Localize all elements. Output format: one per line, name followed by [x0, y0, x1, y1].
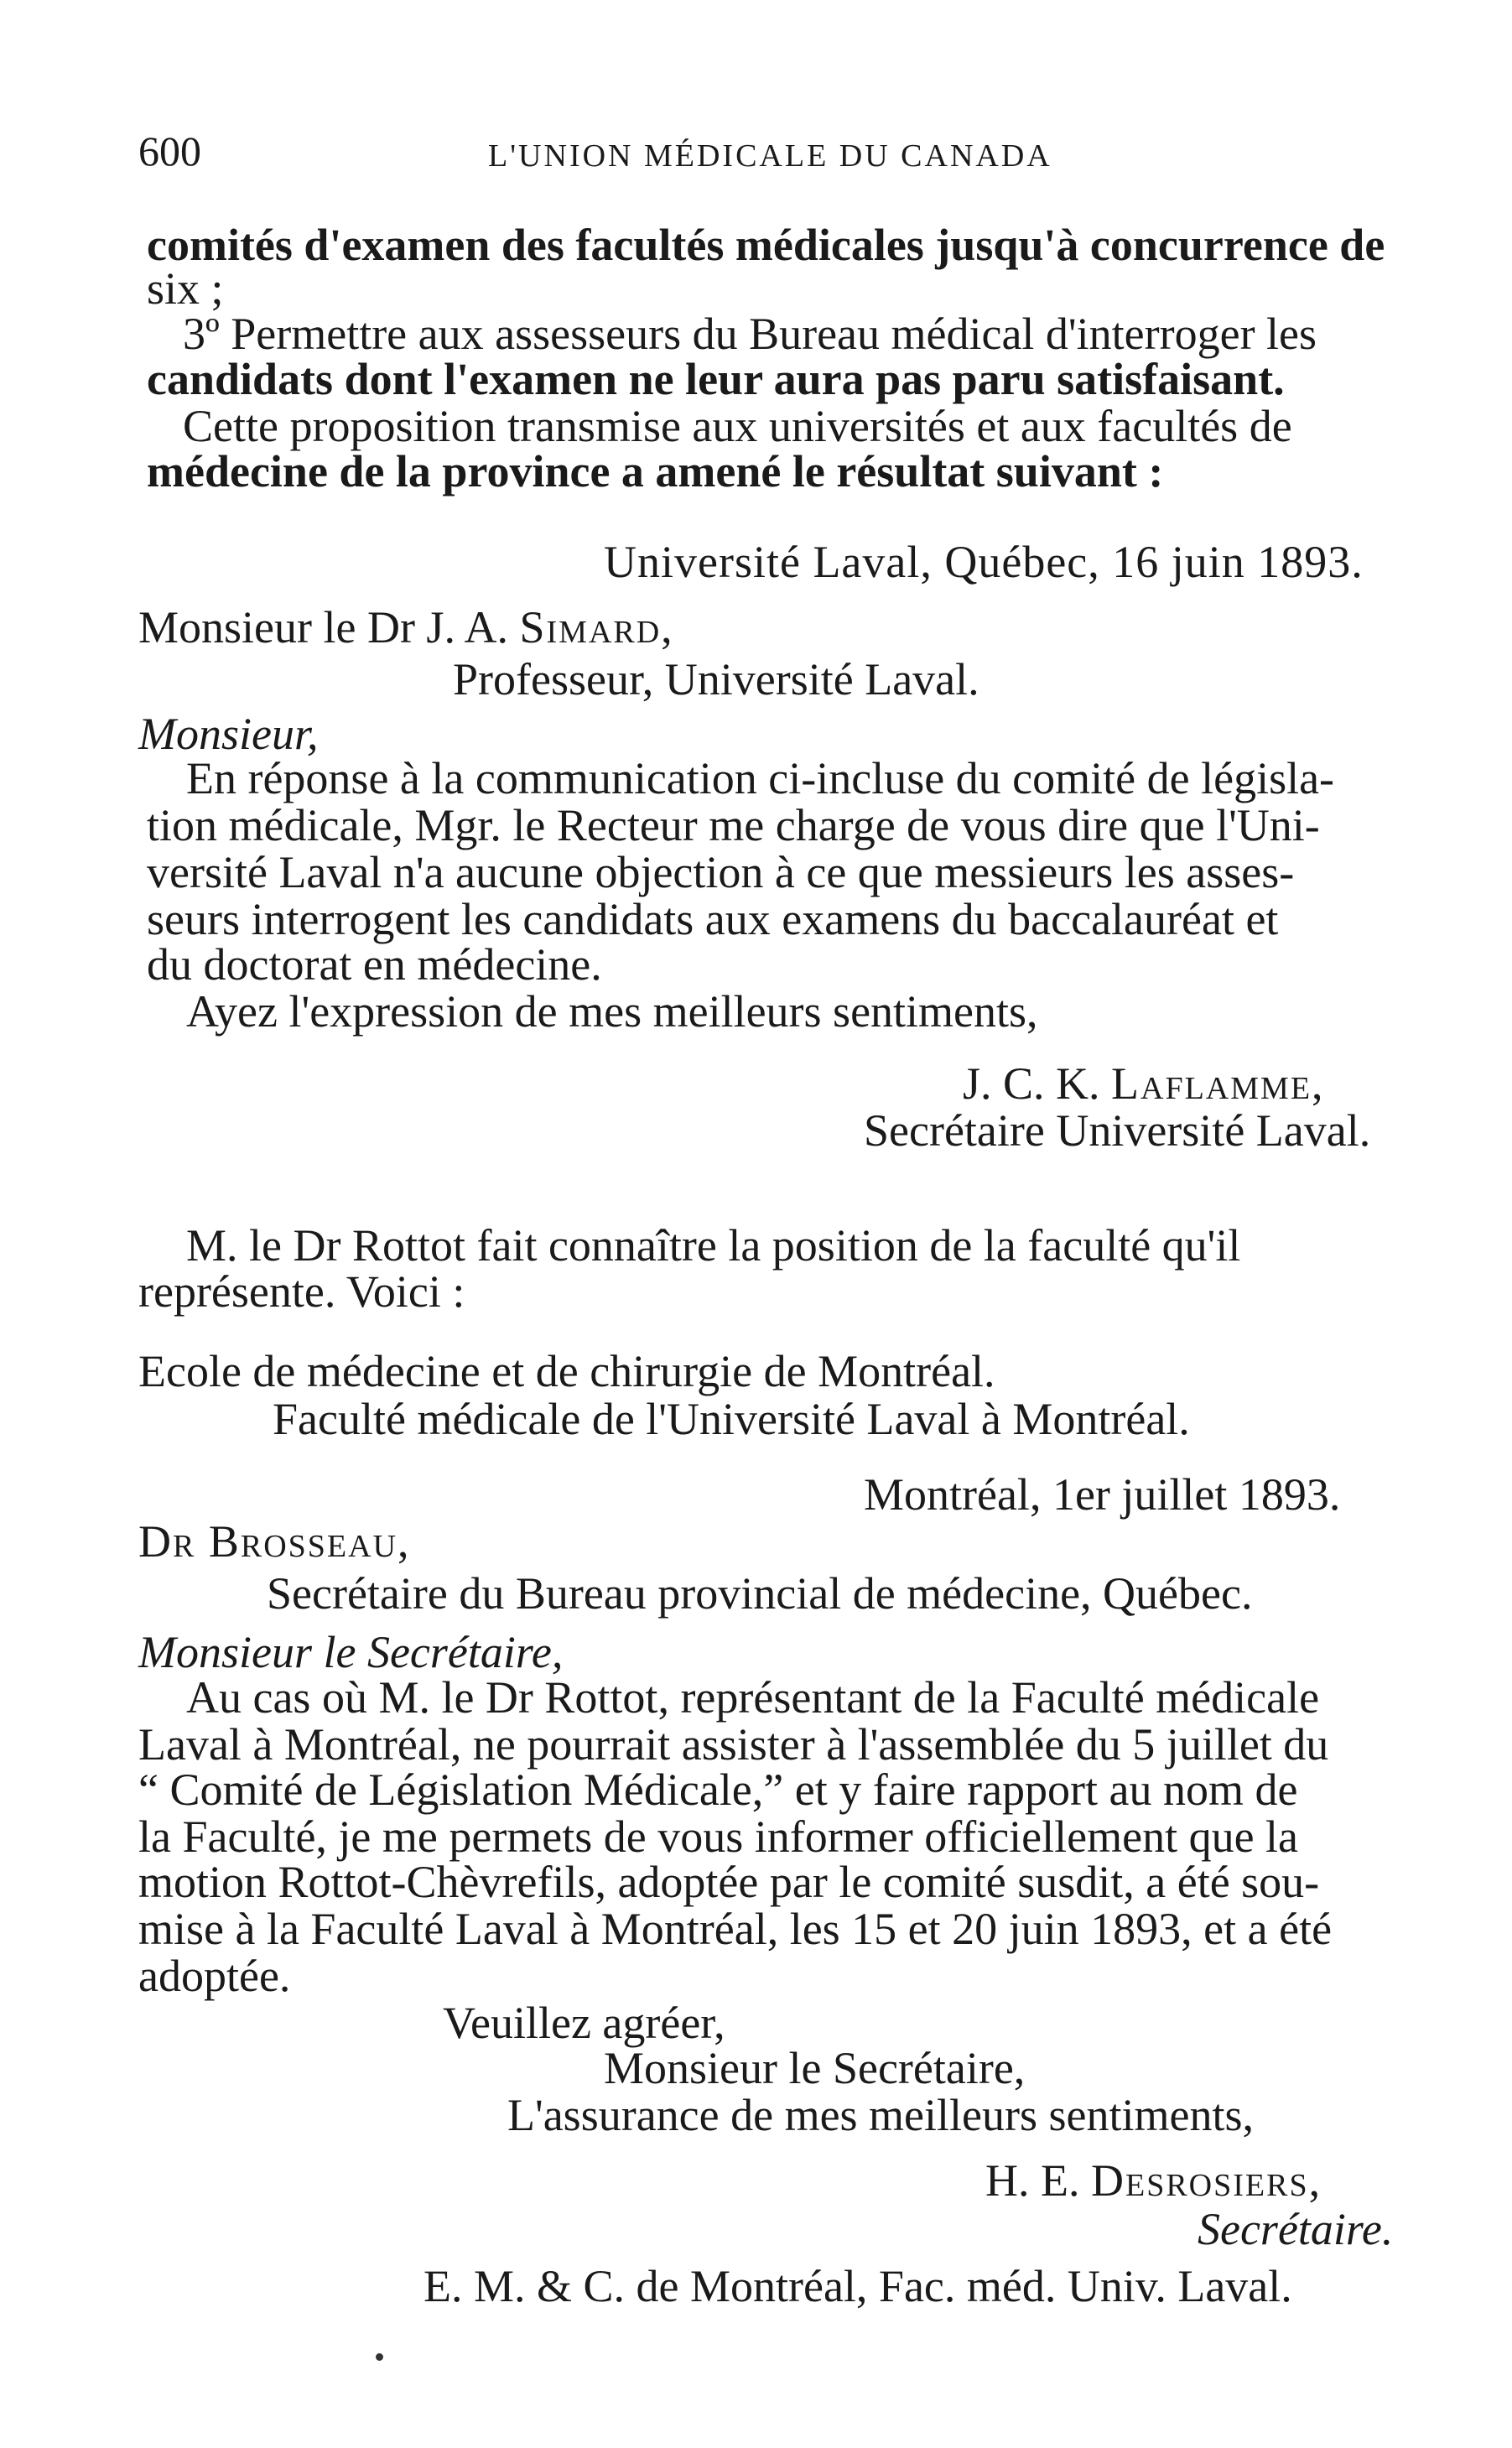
letter1-signature-title: Secrétaire Université Laval. [864, 1105, 1371, 1156]
letter2-signature-initials: H. E. [985, 2155, 1091, 2206]
letter1-closing: Ayez l'expression de mes meilleurs sentiments, [186, 986, 1038, 1037]
letter1-body-line-4: seurs interrogent les candidats aux examens du baccalauréat et [147, 894, 1279, 944]
intro-line-5: Cette proposition transmise aux universités et aux facultés de [183, 401, 1292, 451]
letter2-addressee [138, 1516, 411, 1567]
letter1-place-date: Université Laval, Québec, 16 juin 1893. [604, 537, 1364, 587]
letter2-body-line-4: la Faculté, je me permets de vous informer officiellement que la [138, 1811, 1299, 1862]
letter2-closing-line-2: Monsieur le Secrétaire, [604, 2043, 1026, 2093]
letter2-body-line-2: Laval à Montréal, ne pourrait assister à l'assemblée du 5 juillet du [138, 1719, 1329, 1770]
letter2-salutation: Monsieur le Secrétaire, [138, 1627, 564, 1677]
letter2-addressee-prefix: Dr [138, 1516, 209, 1567]
letter2-closing-line-3: L'assurance de mes meilleurs sentiments, [507, 2090, 1254, 2140]
letter1-salutation: Monsieur, [138, 709, 319, 759]
letter2-body-line-1: Au cas où M. le Dr Rottot, représentant de la Faculté médicale [186, 1672, 1320, 1723]
intro-line-2: six ; [147, 263, 224, 314]
letter2-school-line-1: Ecole de médecine et de chirurgie de Montréal. [138, 1346, 995, 1396]
letter1-body-line-2: tion médicale, Mgr. le Recteur me charge de vous dire que l'Uni- [147, 800, 1320, 850]
letter2-addressee-title: Secrétaire du Bureau provincial de médecine, Québec. [267, 1568, 1253, 1619]
letter1-body-line-1: En réponse à la communication ci-incluse du comité de législa- [186, 753, 1335, 803]
letter1-body-line-3: versité Laval n'a aucune objection à ce que messieurs les asses- [147, 847, 1295, 897]
intro-line-1: comités d'examen des facultés médicales jusqu'à concurrence de [147, 220, 1385, 270]
intro-line-6: médecine de la province a amené le résultat suivant : [147, 446, 1164, 496]
letter2-body-line-5: motion Rottot-Chèvrefils, adoptée par le comité susdit, a été sou- [138, 1857, 1320, 1907]
letter2-closing-line-1: Veuillez agréer, [443, 1998, 725, 2048]
letter2-signature-title: Secrétaire. [1198, 2204, 1394, 2254]
letter2-body-line-7: adoptée. [138, 1951, 291, 2001]
letter2-school-line-2: Faculté médicale de l'Université Laval à Montréal. [273, 1394, 1190, 1444]
letter2-body-line-3: “ Comité de Législation Médicale,” et y faire rapport au nom de [138, 1765, 1298, 1815]
intro-line-3: 3º Permettre aux assesseurs du Bureau médical d'interroger les [183, 309, 1317, 359]
letter2-signature-affiliation: E. M. & C. de Montréal, Fac. méd. Univ. Laval. [423, 2261, 1292, 2311]
running-title: L'UNION MÉDICALE DU CANADA [488, 138, 1052, 174]
letter2-signature-name: Desrosiers, [1090, 2155, 1322, 2206]
letter1-body-line-5: du doctorat en médecine. [147, 939, 602, 990]
transition-line-1: M. le Dr Rottot fait connaître la position de la faculté qu'il [186, 1220, 1241, 1271]
letter2-signature [985, 2155, 1322, 2206]
letter2-place-date: Montréal, 1er juillet 1893. [864, 1469, 1341, 1520]
letter1-signature-initials: J. C. K. [963, 1058, 1112, 1109]
transition-line-2: représente. Voici : [138, 1266, 465, 1317]
letter2-addressee-name: Brosseau, [208, 1516, 411, 1567]
letter1-addressee [138, 602, 674, 652]
letter2-body-line-6: mise à la Faculté Laval à Montréal, les 15 et 20 juin 1893, et a été [138, 1904, 1333, 1954]
page-number: 600 [138, 127, 201, 174]
letter1-addressee-prefix: Monsieur le Dr J. A. [138, 602, 520, 652]
intro-line-4: candidats dont l'examen ne leur aura pas paru satisfaisant. [147, 354, 1285, 404]
letter1-addressee-name: Simard, [519, 602, 674, 652]
letter1-addressee-title: Professeur, Université Laval. [453, 654, 979, 704]
letter1-signature [963, 1058, 1325, 1109]
letter1-signature-name: Laflamme, [1111, 1058, 1325, 1109]
ink-speck [376, 2353, 383, 2361]
